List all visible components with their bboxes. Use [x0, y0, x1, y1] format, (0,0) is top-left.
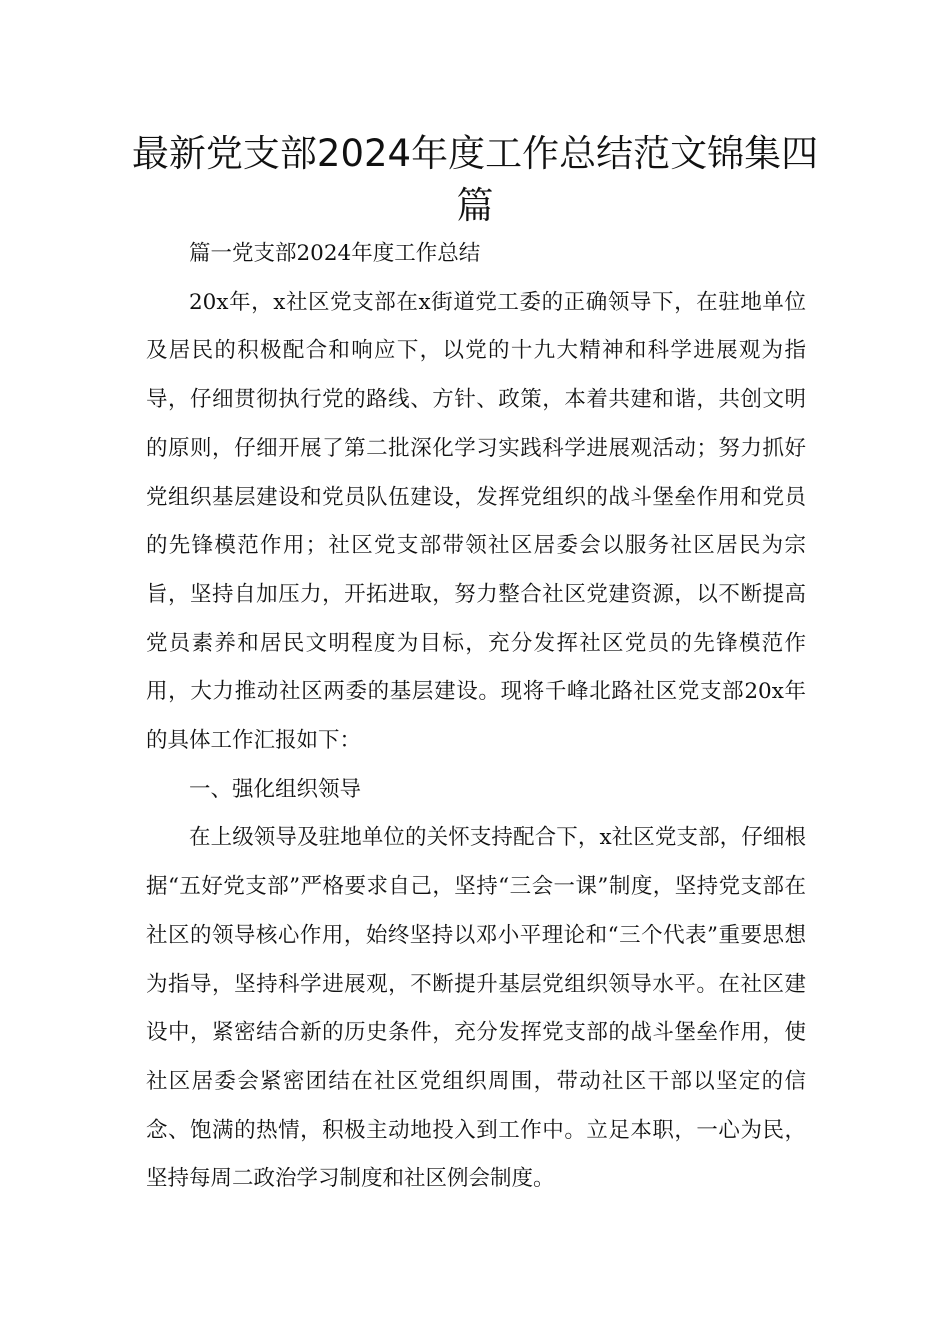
section-heading-strengthen-leadership: 一、强化组织领导	[189, 776, 362, 802]
section-heading-part-one: 篇一党支部2024年度工作总结	[189, 241, 481, 266]
document-body	[146, 230, 806, 1204]
document-title: 最新党支部2024年度工作总结范文锦集四篇	[131, 132, 819, 227]
intro-paragraph: 20x年，x社区党支部在x街道党工委的正确领导下，在驻地单位及居民的积极配合和响应下，以党的十九大精神和科学进展观为指导，仔细贯彻执行党的路线、方针、政策，本着共建和谐，共创文明的原则，仔细开展了第二批深化学习实践科学进展观活动；努力抓好党组织基层建设和党员队伍建设，发挥党组织的战斗堡垒作用和党员的先锋模范作用；社区党支部带领社区居委会以服务社区居民为宗旨，坚持自加压力，开拓进取，努力整合社区党建资源，以不断提高党员素养和居民文明程度为目标，充分发挥社区党员的先锋模范作用，大力推动社区两委的基层建设。现将千峰北路社区党支部20x年的具体工作汇报如下：	[146, 289, 806, 754]
leadership-paragraph: 在上级领导及驻地单位的关怀支持配合下，x社区党支部，仔细根据“五好党支部”严格要求自己，坚持“三会一课”制度，坚持党支部在社区的领导核心作用，始终坚持以邓小平理论和“三个代表”重要思想为指导，坚持科学进展观，不断提升基层党组织领导水平。在社区建设中，紧密结合新的历史条件，充分发挥党支部的战斗堡垒作用，使社区居委会紧密团结在社区党组织周围，带动社区干部以坚定的信念、饱满的热情，积极主动地投入到工作中。立足本职，一心为民，坚持每周二政治学习制度和社区例会制度。	[146, 825, 806, 1192]
